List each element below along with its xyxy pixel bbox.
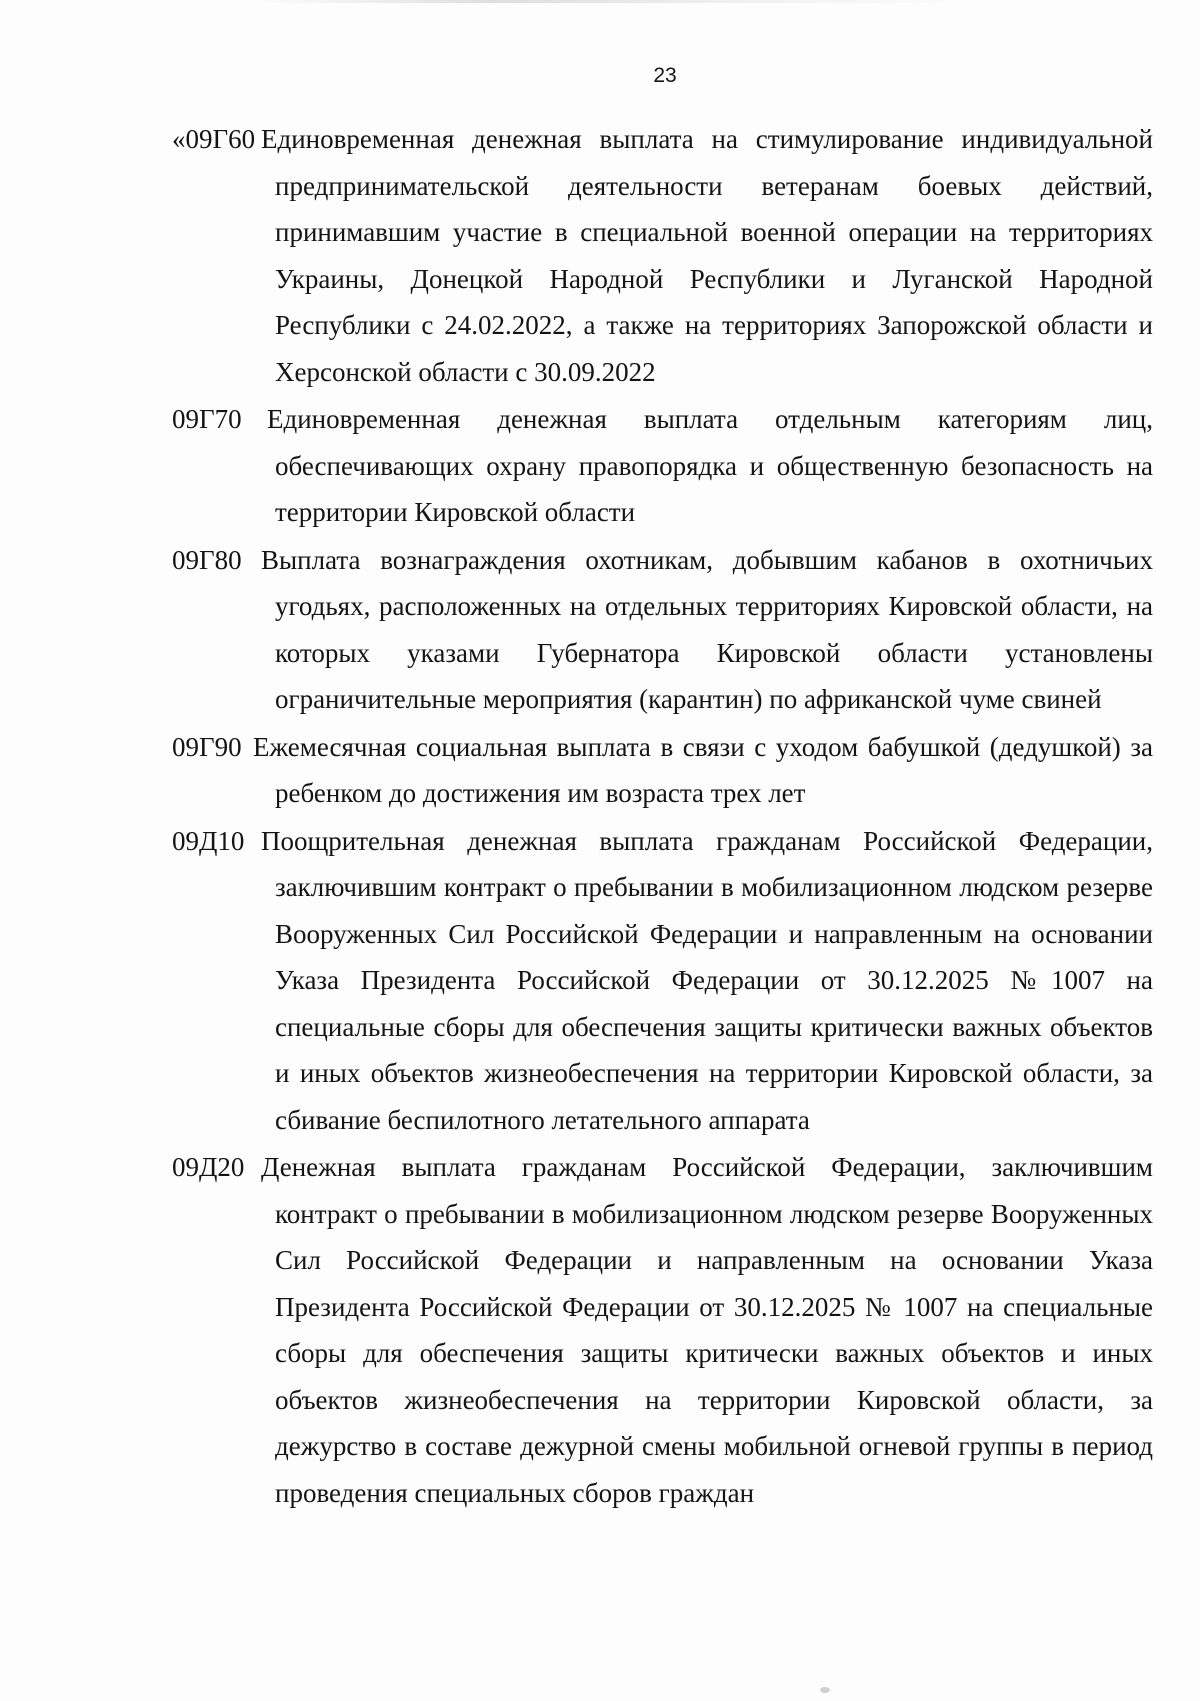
entry-description: Выплата вознаграждения охотникам, добывшим кабанов в охотничьих угодьях, расположенных на отдельных территориях Кировской области, на которых указами Губернатора Кировской области установлены ограничительные мероприятия (карантин) по африканской чуме свиней: [261, 544, 1153, 714]
entry-description: Денежная выплата гражданам Российской Федерации, заключившим контракт о пребывании в мобилизационном людском резерве Вооруженных Сил Российской Федерации и направленным на основании Указа Президента Российской Федерации от 30.12.2025 № 1007 на специальные сборы для обеспечения защиты критически важных объектов и иных объектов жизнеобеспечения на территории Кировской области, за дежурство в составе дежурной смены мобильной огневой группы в период проведения специальных сборов граждан: [261, 1152, 1153, 1508]
entry-description: Единовременная денежная выплата отдельным категориям лиц, обеспечивающих охрану правопорядка и общественную безопасность на территории Кировской области: [267, 404, 1153, 527]
page-number: 23: [653, 64, 677, 87]
classifier-entry: [0, 1144, 1200, 1516]
entry-description: Ежемесячная социальная выплата в связи с уходом бабушкой (дедушкой) за ребенком до достижения им возраста трех лет: [253, 731, 1153, 808]
classifier-entry: [0, 818, 1200, 1144]
entry-code: «09Г60: [172, 124, 256, 154]
classifier-entry: [0, 396, 1200, 536]
scan-dust-mark: [820, 1687, 830, 1693]
classifier-entry: [0, 116, 1200, 395]
classifier-entry: [0, 537, 1200, 723]
entry-code: 09Г90: [172, 731, 242, 762]
classifier-list: [0, 116, 1200, 1517]
entry-description: Поощрительная денежная выплата гражданам Российской Федерации, заключившим контракт о пребывании в мобилизационном людском резерве Вооруженных Сил Российской Федерации и направленным на основании Указа Президента Российской Федерации от 30.12.2025 №1007 на специальные сборы для обеспечения защиты критически важных объектов и иных объектов жизнеобеспечения на территории Кировской области, за сбивание беспилотного летательного аппарата: [261, 825, 1153, 1135]
entry-code: 09Г80: [172, 544, 242, 575]
scan-edge-artifact: [250, 0, 980, 3]
entry-description: Единовременная денежная выплата на стимулирование индивидуальной предпринимательской деятельности ветеранам боевых действий, принимавшим участие в специальной военной операции на территориях Украины, Донецкой Народной Республики и Луганской Народной Республики с 24.02.2022, а также на территориях Запорожской области и Херсонской области с 30.09.2022: [261, 124, 1153, 387]
entry-code: 09Г70: [172, 404, 242, 434]
entry-code: 09Д10: [172, 825, 245, 856]
entry-code: 09Д20: [172, 1152, 245, 1182]
classifier-entry: [0, 724, 1200, 817]
